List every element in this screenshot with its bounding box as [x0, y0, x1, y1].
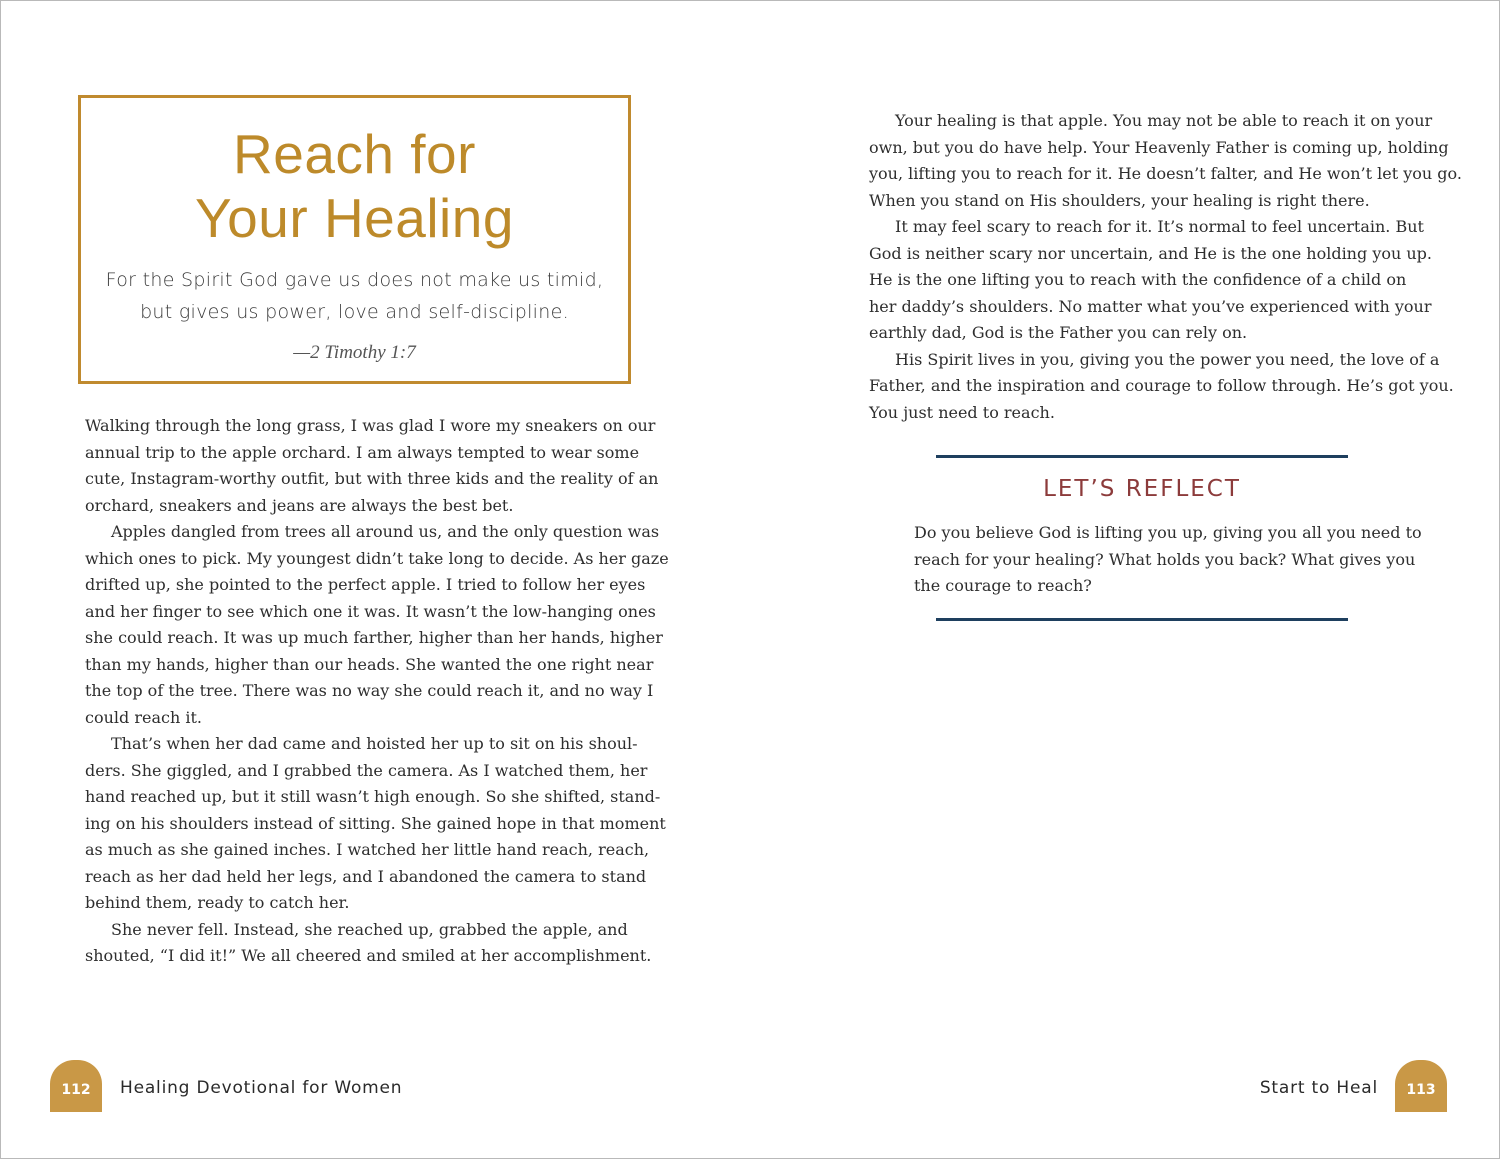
text-line: the top of the tree. There was no way she could reach it, and no way I [85, 681, 654, 700]
paragraph [85, 731, 666, 917]
paragraph [869, 347, 1454, 427]
scripture-reference: —2 Timothy 1:7 [293, 342, 416, 363]
text-line: annual trip to the apple orchard. I am always tempted to wear some [85, 442, 640, 462]
paragraph [85, 917, 652, 970]
text-line: you, lifting you to reach for it. He doesn’t falter, and He won’t let you go. [869, 164, 1462, 183]
text-line: She never fell. Instead, she reached up, grabbed the apple, and [111, 919, 628, 939]
text-line: earthly dad, God is the Father you can rely on. [869, 323, 1248, 342]
right-page-body [869, 108, 1462, 426]
paragraph [869, 214, 1433, 347]
reflect-bottom-rule [936, 618, 1348, 621]
verse-line: but gives us power, love and self-discipline. [140, 301, 569, 323]
running-head-left: Healing Devotional for Women [120, 1078, 403, 1098]
text-line: drifted up, she pointed to the perfect apple. I tried to follow her eyes [85, 575, 646, 594]
text-line: When you stand on His shoulders, your healing is right there. [869, 190, 1370, 210]
page-number-right: 113 [1395, 1060, 1447, 1112]
text-line: Your healing is that apple. You may not be able to reach it on your [895, 111, 1433, 130]
text-line: cute, Instagram-worthy outfit, but with three kids and the reality of an [85, 469, 659, 488]
verse-line: For the Spirit God gave us does not make us timid, [105, 269, 604, 291]
text-line: reach as her dad held her legs, and I abandoned the camera to stand [85, 866, 647, 886]
text-line: It may feel scary to reach for it. It’s normal to feel uncertain. But [895, 217, 1424, 236]
text-line: ing on his shoulders instead of sitting. She gained hope in that moment [85, 813, 666, 833]
text-line: than my hands, higher than our heads. She wanted the one right near [85, 654, 654, 674]
reflect-heading: LET’S REFLECT [1043, 476, 1241, 502]
text-line: orchard, sneakers and jeans are always the best bet. [85, 495, 514, 515]
text-line: reach for your healing? What holds you back? What gives you [914, 549, 1416, 569]
reflect-prompt [914, 520, 1422, 600]
text-line: You just need to reach. [869, 402, 1055, 422]
page-number-left: 112 [50, 1060, 102, 1112]
text-line: He is the one lifting you to reach with the confidence of a child on [869, 270, 1407, 289]
chapter-title-line-1: Reach for [233, 123, 476, 185]
text-line: behind them, ready to catch her. [85, 893, 350, 912]
paragraph [85, 519, 669, 731]
text-line: her daddy’s shoulders. No matter what you’ve experienced with your [869, 296, 1432, 316]
text-line: she could reach. It was up much farther, higher than her hands, higher [85, 628, 663, 647]
text-line: could reach it. [85, 707, 202, 727]
chapter-title-line-2: Your Healing [195, 187, 514, 249]
left-page-body [85, 413, 669, 970]
text-line: own, but you do have help. Your Heavenly Father is coming up, holding [869, 137, 1449, 157]
reflect-top-rule [936, 455, 1348, 458]
text-line: which ones to pick. My youngest didn’t take long to decide. As her gaze [85, 548, 669, 568]
text-line: Apples dangled from trees all around us, and the only question was [111, 522, 660, 541]
paragraph [869, 108, 1462, 214]
text-line: His Spirit lives in you, giving you the power you need, the love of a [895, 349, 1440, 369]
paragraph [85, 413, 659, 519]
text-line: Do you believe God is lifting you up, giving you all you need to [914, 523, 1422, 542]
text-line: God is neither scary nor uncertain, and He is the one holding you up. [869, 243, 1433, 263]
title-box [78, 95, 631, 384]
text-line: hand reached up, but it still wasn’t high enough. So she shifted, stand- [85, 787, 661, 806]
text-line: the courage to reach? [914, 576, 1092, 595]
text-line: shouted, “I did it!” We all cheered and smiled at her accomplishment. [85, 946, 652, 965]
text-line: Father, and the inspiration and courage to follow through. He’s got you. [869, 376, 1454, 395]
text-line: and her finger to see which one it was. It wasn’t the low-hanging ones [85, 601, 656, 621]
running-head-right: Start to Heal [1259, 1078, 1378, 1098]
scripture-verse [81, 264, 628, 328]
text-line: ders. She giggled, and I grabbed the camera. As I watched them, her [85, 760, 648, 780]
text-line: Walking through the long grass, I was glad I wore my sneakers on our [85, 416, 656, 435]
text-line: as much as she gained inches. I watched her little hand reach, reach, [85, 840, 650, 859]
text-line: That’s when her dad came and hoisted her up to sit on his shoul- [111, 734, 638, 753]
